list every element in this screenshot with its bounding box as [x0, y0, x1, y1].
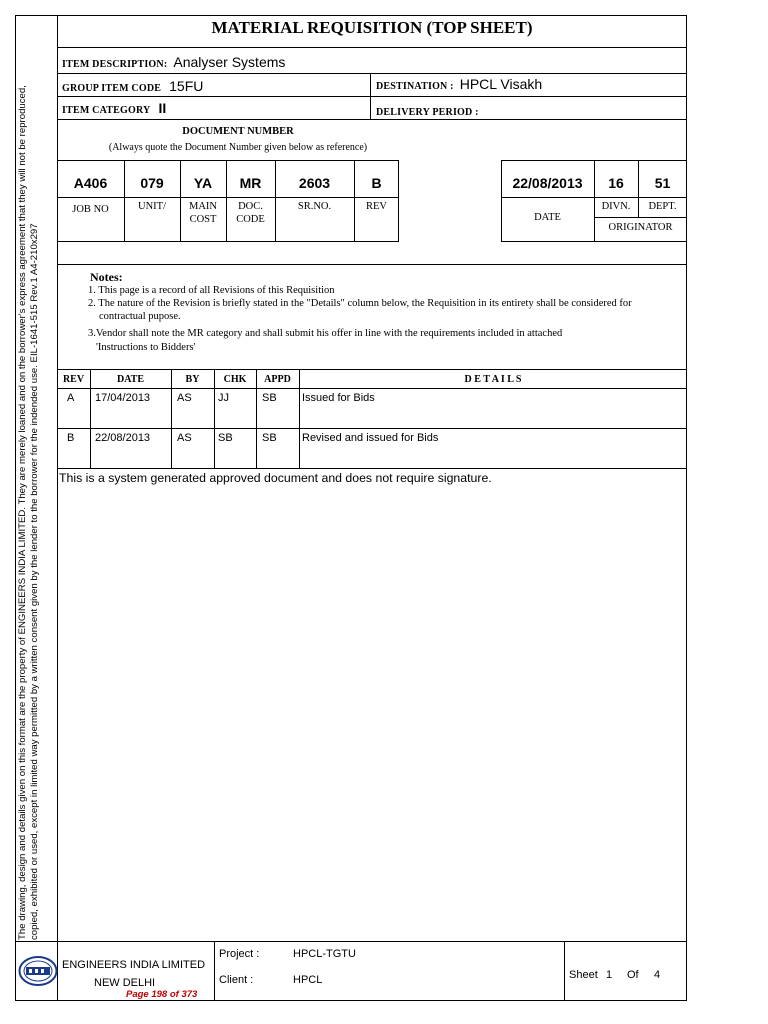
notes-heading: Notes:	[90, 270, 123, 284]
rev-value: B	[371, 175, 382, 191]
unit-value: 079	[140, 175, 164, 191]
row-by: AS	[177, 392, 192, 404]
row-appd: SB	[262, 432, 277, 444]
notes-line-2-cont: contractual pupose.	[99, 311, 181, 322]
company-city: NEW DELHI	[94, 977, 156, 989]
row-date: 17/04/2013	[95, 392, 151, 404]
destination-value: HPCL Visakh	[459, 76, 543, 92]
doc-code-label: DOC. CODE	[236, 201, 265, 225]
date-label: DATE	[534, 212, 561, 223]
row-rev: B	[67, 432, 75, 444]
client-value: HPCL	[293, 974, 323, 986]
document-number-subheading: (Always quote the Document Number given below as reference)	[108, 142, 368, 153]
eil-logo-icon	[18, 955, 58, 987]
page-reference: Page 198 of 373	[126, 989, 198, 1000]
dept-value: 51	[654, 175, 671, 191]
item-category-label: ITEM CATEGORY	[62, 105, 151, 116]
document-number-heading: DOCUMENT NUMBER	[182, 126, 294, 137]
notes-line-3: 3.Vendor shall note the MR category and shall submit his offer in line with the requirements included in attached	[88, 328, 563, 339]
item-category-value: II	[158, 100, 167, 116]
delivery-period-row	[376, 102, 479, 120]
row-by: AS	[177, 432, 192, 444]
row-appd: SB	[262, 392, 277, 404]
sheet-label: Sheet	[569, 969, 598, 981]
row-chk: SB	[218, 432, 233, 444]
delivery-period-label: DELIVERY PERIOD :	[376, 107, 479, 118]
rev-label: REV	[366, 201, 387, 212]
page-title: MATERIAL REQUISITION (TOP SHEET)	[211, 18, 533, 37]
sr-no-label: SR.NO.	[297, 201, 332, 212]
doc-code-value: MR	[239, 175, 262, 191]
destination-row	[376, 76, 542, 94]
chk-header: CHK	[223, 374, 247, 385]
item-description-row	[62, 54, 285, 72]
unit-label: UNIT/	[138, 201, 166, 212]
notes-line-1: 1. This page is a record of all Revisions of this Requisition	[88, 285, 335, 296]
row-details: Revised and issued for Bids	[302, 432, 439, 444]
rev-header: REV	[62, 374, 85, 385]
notes-line-3-cont: 'Instructions to Bidders'	[96, 342, 196, 353]
sheet-of-label: Of	[627, 969, 639, 981]
disclaimer-line-1: The drawing, design and details given on this format are the property of ENGINEERS INDIA LIMITED. They are merely loaned and on the borrower's express agreement that they will not be reproduced,	[17, 85, 28, 940]
client-label: Client :	[219, 974, 254, 986]
project-value: HPCL-TGTU	[293, 948, 356, 960]
appd-header: APPD	[264, 374, 291, 385]
company-name: ENGINEERS INDIA LIMITED	[62, 959, 206, 971]
group-item-code-label: GROUP ITEM CODE	[62, 83, 162, 94]
disclaimer-line-2: copied, exhibited or used, except in limited way permitted by a written consent given by the lender to the borrower for the indended use. EIL-1641-515 Rev.1 A4-210x297	[29, 223, 40, 940]
job-no-label: JOB NO	[72, 204, 109, 215]
item-description-label: ITEM DESCRIPTION:	[62, 59, 168, 70]
row-rev: A	[67, 392, 75, 404]
group-item-code-row	[62, 78, 203, 96]
by-header: BY	[185, 374, 200, 385]
date-value: 22/08/2013	[512, 175, 583, 191]
row-date: 22/08/2013	[95, 432, 151, 444]
job-no-value: A406	[73, 175, 108, 191]
main-cost-value: YA	[193, 175, 213, 191]
notes-line-2: 2. The nature of the Revision is briefly stated in the "Details" column below, the Requisition in its entirety shall be considered for	[88, 298, 632, 309]
destination-label: DESTINATION :	[376, 81, 454, 92]
row-details: Issued for Bids	[302, 392, 375, 404]
item-category-row	[62, 100, 166, 118]
dept-label: DEPT.	[648, 201, 677, 212]
sheet-total: 4	[654, 969, 661, 981]
divn-value: 16	[608, 175, 624, 191]
date-header: DATE	[116, 374, 145, 385]
sr-no-value: 2603	[298, 175, 331, 191]
project-label: Project :	[219, 948, 260, 960]
item-description-value: Analyser Systems	[173, 54, 286, 70]
row-chk: JJ	[218, 392, 229, 404]
sheet-number: 1	[606, 969, 613, 981]
originator-label: ORIGINATOR	[608, 222, 673, 233]
system-generated-note: This is a system generated approved document and does not require signature.	[59, 471, 492, 485]
main-cost-label: MAIN COST	[189, 201, 217, 225]
details-header: D E T A I L S	[464, 374, 522, 385]
divn-label: DIVN.	[601, 201, 631, 212]
group-item-code-value: 15FU	[169, 78, 204, 94]
